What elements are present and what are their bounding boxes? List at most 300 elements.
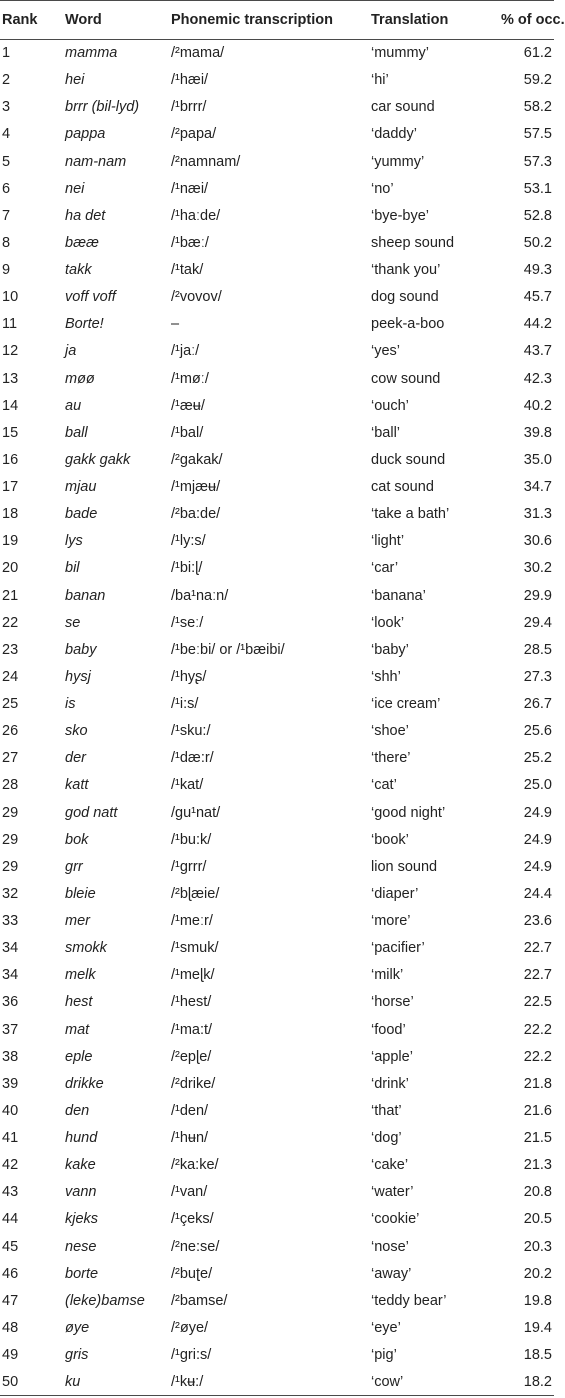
translation-cell: sheep sound xyxy=(371,234,455,251)
translation-cell: ‘shh’ xyxy=(371,668,401,685)
phonemic-cell: /¹kʉ:/ xyxy=(171,1373,204,1390)
rank-cell: 49 xyxy=(2,1347,19,1364)
word-cell: mamma xyxy=(65,45,118,62)
percent-cell: 20.8 xyxy=(523,1184,552,1201)
rank-cell: 48 xyxy=(2,1319,19,1336)
percent-cell: 21.5 xyxy=(523,1130,552,1147)
rank-cell: 34 xyxy=(2,940,19,957)
percent-cell: 44.2 xyxy=(523,316,552,333)
percent-cell: 61.2 xyxy=(523,45,552,62)
translation-cell: ‘no’ xyxy=(371,180,394,197)
word-cell: ha det xyxy=(65,207,106,224)
rank-cell: 14 xyxy=(2,397,19,414)
percent-cell: 43.7 xyxy=(523,343,552,360)
percent-cell: 39.8 xyxy=(523,424,552,441)
word-cell: Borte! xyxy=(65,316,104,333)
phonemic-cell: /¹çeks/ xyxy=(171,1211,214,1228)
phonemic-cell: /¹næi/ xyxy=(171,180,209,197)
word-cell: hysj xyxy=(65,668,91,685)
translation-cell: ‘hi’ xyxy=(371,72,389,89)
translation-cell: ‘apple’ xyxy=(371,1048,413,1065)
rank-cell: 25 xyxy=(2,696,19,713)
word-cell: kjeks xyxy=(65,1211,99,1228)
percent-cell: 26.7 xyxy=(523,696,552,713)
phonemic-cell: /²ka:ke/ xyxy=(171,1157,219,1174)
rank-cell: 41 xyxy=(2,1130,19,1147)
word-cell: kake xyxy=(65,1157,96,1174)
phonemic-cell: /¹van/ xyxy=(171,1184,208,1201)
phonemic-cell: /¹møː/ xyxy=(171,370,209,387)
phonemic-cell: /¹seː/ xyxy=(171,614,204,631)
percent-cell: 22.2 xyxy=(523,1021,552,1038)
phonemic-cell: /²mama/ xyxy=(171,45,225,62)
rank-cell: 32 xyxy=(2,885,19,902)
percent-cell: 30.6 xyxy=(523,533,552,550)
rank-cell: 20 xyxy=(2,560,19,577)
phonemic-cell: /¹den/ xyxy=(171,1102,209,1119)
table-row xyxy=(0,94,554,121)
rank-cell: 15 xyxy=(2,424,19,441)
table-row xyxy=(0,799,554,826)
percent-cell: 22.7 xyxy=(523,967,552,984)
rank-cell: 46 xyxy=(2,1265,19,1282)
percent-cell: 20.3 xyxy=(523,1238,552,1255)
table-row xyxy=(0,257,554,284)
word-cell: bade xyxy=(65,506,98,523)
translation-cell: cat sound xyxy=(371,479,434,496)
header-phonemic-transcription: Phonemic transcription xyxy=(171,12,333,28)
phonemic-cell: /¹kat/ xyxy=(171,777,204,794)
phonemic-cell: /²bamse/ xyxy=(171,1292,228,1309)
table-row xyxy=(0,718,554,745)
percent-cell: 27.3 xyxy=(523,668,552,685)
header-rank: Rank xyxy=(2,12,38,28)
phonemic-cell: /¹grrr/ xyxy=(171,858,207,875)
phonemic-cell: /¹meːr/ xyxy=(171,913,213,930)
table-row xyxy=(0,202,554,229)
word-cell: bil xyxy=(65,560,80,577)
phonemic-cell: /¹bi:ɭ/ xyxy=(171,560,203,577)
phonemic-cell: /¹meɭk/ xyxy=(171,967,215,984)
word-cell: brrr (bil-lyd) xyxy=(65,99,140,116)
table-row xyxy=(0,555,554,582)
rank-cell: 29 xyxy=(2,831,19,848)
phonemic-cell: /²ne:se/ xyxy=(171,1238,220,1255)
percent-cell: 29.9 xyxy=(523,587,552,604)
percent-cell: 21.8 xyxy=(523,1075,552,1092)
table-row xyxy=(0,826,554,853)
percent-cell: 30.2 xyxy=(523,560,552,577)
translation-cell: ‘there’ xyxy=(371,750,411,767)
translation-cell: ‘dog’ xyxy=(371,1130,402,1147)
word-cell: voff voff xyxy=(65,289,116,306)
phonemic-cell: /¹æʉ/ xyxy=(171,397,205,414)
rank-cell: 34 xyxy=(2,967,19,984)
percent-cell: 21.3 xyxy=(523,1157,552,1174)
translation-cell: ‘yummy’ xyxy=(371,153,425,170)
translation-cell: dog sound xyxy=(371,289,439,306)
word-cell: vann xyxy=(65,1184,97,1201)
rank-cell: 37 xyxy=(2,1021,19,1038)
table-row xyxy=(0,772,554,799)
phonemic-cell: /²gakak/ xyxy=(171,451,223,468)
word-cell: banan xyxy=(65,587,106,604)
phonemic-cell: /¹bu:k/ xyxy=(171,831,212,848)
table-row xyxy=(0,311,554,338)
table-row xyxy=(0,745,554,772)
rank-cell: 7 xyxy=(2,207,11,224)
percent-cell: 21.6 xyxy=(523,1102,552,1119)
phonemic-cell: /¹gri:s/ xyxy=(171,1347,212,1364)
phonemic-cell: /¹ma:t/ xyxy=(171,1021,213,1038)
translation-cell: ‘milk’ xyxy=(371,967,404,984)
table-row xyxy=(0,1314,554,1341)
phonemic-cell: /¹beːbi/ or /¹bæibi/ xyxy=(171,641,285,658)
phonemic-cell: /¹dæ:r/ xyxy=(171,750,214,767)
phonemic-cell: /¹jaː/ xyxy=(171,343,200,360)
phonemic-cell: /¹hyʂ/ xyxy=(171,668,207,685)
percent-cell: 35.0 xyxy=(523,451,552,468)
rank-cell: 17 xyxy=(2,479,19,496)
table-row xyxy=(0,1016,554,1043)
table-row xyxy=(0,392,554,419)
phonemic-cell: /gu¹nat/ xyxy=(171,804,221,821)
rank-cell: 8 xyxy=(2,234,11,251)
phonemic-cell: /¹hʉn/ xyxy=(171,1130,209,1147)
phonemic-cell: /²buʈe/ xyxy=(171,1265,213,1282)
word-cell: (leke)bamse xyxy=(65,1292,145,1309)
translation-cell: lion sound xyxy=(371,858,438,875)
rank-cell: 9 xyxy=(2,262,11,279)
word-cell: møø xyxy=(65,370,95,387)
phonemic-cell: /¹hæi/ xyxy=(171,72,209,89)
header-translation: Translation xyxy=(371,12,449,28)
percent-cell: 25.6 xyxy=(523,723,552,740)
translation-cell: ‘banana’ xyxy=(371,587,426,604)
table-row xyxy=(0,419,554,446)
table-row xyxy=(0,121,554,148)
phonemic-cell: /²namnam/ xyxy=(171,153,241,170)
rank-cell: 38 xyxy=(2,1048,19,1065)
percent-cell: 45.7 xyxy=(523,289,552,306)
word-cell: mer xyxy=(65,913,90,930)
table-row xyxy=(0,691,554,718)
percent-cell: 18.2 xyxy=(523,1373,552,1390)
phonemic-cell: /¹haːde/ xyxy=(171,207,221,224)
rank-cell: 1 xyxy=(2,45,11,62)
table-row xyxy=(0,284,554,311)
percent-cell: 24.9 xyxy=(523,804,552,821)
percent-cell: 24.9 xyxy=(523,831,552,848)
translation-cell: ‘food’ xyxy=(371,1021,406,1038)
percent-cell: 29.4 xyxy=(523,614,552,631)
rank-cell: 44 xyxy=(2,1211,19,1228)
phonemic-cell: /¹mjæʉ/ xyxy=(171,479,221,496)
phonemic-cell: /¹bæː/ xyxy=(171,234,209,251)
translation-cell: ‘away’ xyxy=(371,1265,412,1282)
rank-cell: 10 xyxy=(2,289,19,306)
translation-cell: ‘take a bath’ xyxy=(371,506,450,523)
rank-cell: 39 xyxy=(2,1075,19,1092)
word-cell: bææ xyxy=(65,234,99,251)
rank-cell: 24 xyxy=(2,668,19,685)
table-row xyxy=(0,908,554,935)
rank-cell: 29 xyxy=(2,804,19,821)
translation-cell: ‘shoe’ xyxy=(371,723,409,740)
percent-cell: 18.5 xyxy=(523,1347,552,1364)
phonemic-cell: /²vovov/ xyxy=(171,289,222,306)
translation-cell: ‘mummy’ xyxy=(371,45,429,62)
phonemic-cell: /¹tak/ xyxy=(171,262,204,279)
rank-cell: 3 xyxy=(2,99,11,116)
word-cell: melk xyxy=(65,967,96,984)
table-header xyxy=(0,1,565,40)
percent-cell: 25.0 xyxy=(523,777,552,794)
translation-cell: ‘that’ xyxy=(371,1102,402,1119)
table-row xyxy=(0,1287,554,1314)
word-cell: den xyxy=(65,1102,90,1119)
rank-cell: 42 xyxy=(2,1157,19,1174)
rank-cell: 27 xyxy=(2,750,19,767)
word-cell: ku xyxy=(65,1373,81,1390)
rank-cell: 18 xyxy=(2,506,19,523)
table-row xyxy=(0,609,554,636)
translation-cell: ‘pig’ xyxy=(371,1347,397,1364)
translation-cell: ‘daddy’ xyxy=(371,126,417,143)
header-percent-occurrence: % of occ. xyxy=(501,12,565,28)
percent-cell: 31.3 xyxy=(523,506,552,523)
phonemic-cell: /¹bal/ xyxy=(171,424,204,441)
word-cell: pappa xyxy=(65,126,106,143)
rank-cell: 40 xyxy=(2,1102,19,1119)
translation-cell: ‘nose’ xyxy=(371,1238,409,1255)
table-row xyxy=(0,1070,554,1097)
table-row xyxy=(0,446,554,473)
header-row xyxy=(0,1,554,40)
percent-cell: 24.9 xyxy=(523,858,552,875)
rank-cell: 33 xyxy=(2,913,19,930)
word-cell: au xyxy=(65,397,82,414)
phonemic-cell: /¹sku:/ xyxy=(171,723,211,740)
percent-cell: 52.8 xyxy=(523,207,552,224)
percent-cell: 24.4 xyxy=(523,885,552,902)
table-row xyxy=(0,1260,554,1287)
phonemic-cell: /²epɭe/ xyxy=(171,1048,212,1065)
translation-cell: ‘teddy bear’ xyxy=(371,1292,447,1309)
rank-cell: 4 xyxy=(2,126,11,143)
table-row xyxy=(0,67,554,94)
word-cell: gakk gakk xyxy=(65,451,131,468)
table-row xyxy=(0,40,554,67)
rank-cell: 11 xyxy=(2,316,18,333)
translation-cell: ‘bye-bye’ xyxy=(371,207,430,224)
rank-cell: 23 xyxy=(2,641,19,658)
rank-cell: 2 xyxy=(2,72,11,89)
phonemic-cell: /²bɭæie/ xyxy=(171,885,220,902)
percent-cell: 49.3 xyxy=(523,262,552,279)
rank-cell: 16 xyxy=(2,451,19,468)
word-cell: baby xyxy=(65,641,97,658)
table-row xyxy=(0,636,554,663)
rank-cell: 29 xyxy=(2,858,19,875)
table-row xyxy=(0,1206,554,1233)
table-row xyxy=(0,474,554,501)
table-row xyxy=(0,1097,554,1124)
table-row xyxy=(0,501,554,528)
word-cell: der xyxy=(65,750,86,767)
translation-cell: cow sound xyxy=(371,370,441,387)
phonemic-cell: /²øye/ xyxy=(171,1319,209,1336)
percent-cell: 59.2 xyxy=(523,72,552,89)
translation-cell: ‘baby’ xyxy=(371,641,409,658)
word-cell: sko xyxy=(65,723,88,740)
translation-cell: ‘ice cream’ xyxy=(371,696,441,713)
phonemic-cell: /ba¹naːn/ xyxy=(171,587,229,604)
table-row xyxy=(0,528,554,555)
word-cell: bok xyxy=(65,831,89,848)
percent-cell: 28.5 xyxy=(523,641,552,658)
translation-cell: ‘horse’ xyxy=(371,994,414,1011)
rank-cell: 22 xyxy=(2,614,19,631)
rank-cell: 5 xyxy=(2,153,11,170)
phonemic-cell: – xyxy=(171,316,180,333)
table-row xyxy=(0,1233,554,1260)
word-cell: grr xyxy=(65,858,83,875)
translation-cell: car sound xyxy=(371,99,435,116)
word-cell: god natt xyxy=(65,804,118,821)
percent-cell: 19.8 xyxy=(523,1292,552,1309)
rank-cell: 6 xyxy=(2,180,11,197)
table-row xyxy=(0,229,554,256)
rank-cell: 12 xyxy=(2,343,19,360)
percent-cell: 57.3 xyxy=(523,153,552,170)
translation-cell: ‘more’ xyxy=(371,913,411,930)
percent-cell: 22.5 xyxy=(523,994,552,1011)
translation-cell: ‘eye’ xyxy=(371,1319,401,1336)
word-cell: nei xyxy=(65,180,85,197)
translation-cell: ‘drink’ xyxy=(371,1075,409,1092)
table-row xyxy=(0,880,554,907)
translation-cell: ‘look’ xyxy=(371,614,405,631)
table-row xyxy=(0,1043,554,1070)
percent-cell: 34.7 xyxy=(523,479,552,496)
translation-cell: ‘pacifier’ xyxy=(371,940,425,957)
rank-cell: 36 xyxy=(2,994,19,1011)
rank-cell: 43 xyxy=(2,1184,19,1201)
phonemic-cell: /¹hest/ xyxy=(171,994,212,1011)
percent-cell: 53.1 xyxy=(523,180,552,197)
table-row xyxy=(0,1369,554,1396)
word-cell: eple xyxy=(65,1048,93,1065)
translation-cell: ‘car’ xyxy=(371,560,399,577)
word-cell: mat xyxy=(65,1021,90,1038)
word-cell: drikke xyxy=(65,1075,104,1092)
rank-cell: 45 xyxy=(2,1238,19,1255)
table-row xyxy=(0,853,554,880)
phonemic-cell: /²ba:de/ xyxy=(171,506,221,523)
percent-cell: 42.3 xyxy=(523,370,552,387)
word-cell: ball xyxy=(65,424,88,441)
table-row xyxy=(0,1342,554,1369)
percent-cell: 40.2 xyxy=(523,397,552,414)
percent-cell: 57.5 xyxy=(523,126,552,143)
translation-cell: ‘book’ xyxy=(371,831,409,848)
rank-cell: 47 xyxy=(2,1292,19,1309)
rank-cell: 50 xyxy=(2,1373,19,1390)
phonemic-cell: /²papa/ xyxy=(171,126,217,143)
word-cell: ja xyxy=(65,343,77,360)
table-row xyxy=(0,1152,554,1179)
word-cell: øye xyxy=(65,1319,90,1336)
translation-cell: ‘light’ xyxy=(371,533,405,550)
rank-cell: 26 xyxy=(2,723,19,740)
table-row xyxy=(0,582,554,609)
translation-cell: ‘diaper’ xyxy=(371,885,419,902)
table-row xyxy=(0,338,554,365)
word-cell: mjau xyxy=(65,479,97,496)
word-cell: gris xyxy=(65,1347,89,1364)
table-body xyxy=(0,40,554,1396)
translation-cell: ‘good night’ xyxy=(371,804,446,821)
word-cell: nese xyxy=(65,1238,97,1255)
translation-cell: ‘ouch’ xyxy=(371,397,409,414)
word-cell: smokk xyxy=(65,940,107,957)
table-row xyxy=(0,1125,554,1152)
percent-cell: 20.5 xyxy=(523,1211,552,1228)
word-cell: is xyxy=(65,696,76,713)
rank-cell: 28 xyxy=(2,777,19,794)
table-row xyxy=(0,989,554,1016)
rank-cell: 13 xyxy=(2,370,19,387)
phonemic-cell: /¹smuk/ xyxy=(171,940,219,957)
word-cell: lys xyxy=(65,533,83,550)
phonemic-cell: /¹ly:s/ xyxy=(171,533,206,550)
word-cell: hest xyxy=(65,994,93,1011)
phonemic-cell: /¹brrr/ xyxy=(171,99,207,116)
translation-cell: ‘cookie’ xyxy=(371,1211,420,1228)
percent-cell: 20.2 xyxy=(523,1265,552,1282)
word-cell: borte xyxy=(65,1265,99,1282)
table-row xyxy=(0,1179,554,1206)
word-cell: takk xyxy=(65,262,92,279)
percent-cell: 25.2 xyxy=(523,750,552,767)
table-row xyxy=(0,365,554,392)
percent-cell: 58.2 xyxy=(523,99,552,116)
phonemic-cell: /²drike/ xyxy=(171,1075,216,1092)
translation-cell: ‘yes’ xyxy=(371,343,401,360)
rank-cell: 19 xyxy=(2,533,19,550)
word-cell: hund xyxy=(65,1130,98,1147)
word-cell: nam-nam xyxy=(65,153,127,170)
word-cell: bleie xyxy=(65,885,96,902)
table-row xyxy=(0,935,554,962)
translation-cell: peek-a-boo xyxy=(371,316,445,333)
percent-cell: 22.7 xyxy=(523,940,552,957)
rank-cell: 21 xyxy=(2,587,19,604)
phonemic-cell: /¹i:s/ xyxy=(171,696,199,713)
percent-cell: 23.6 xyxy=(523,913,552,930)
translation-cell: ‘cat’ xyxy=(371,777,397,794)
translation-cell: ‘water’ xyxy=(371,1184,414,1201)
word-cell: hei xyxy=(65,72,85,89)
percent-cell: 50.2 xyxy=(523,234,552,251)
table-row xyxy=(0,962,554,989)
word-cell: se xyxy=(65,614,81,631)
table-row xyxy=(0,663,554,690)
word-cell: katt xyxy=(65,777,89,794)
table-row xyxy=(0,175,554,202)
percent-cell: 22.2 xyxy=(523,1048,552,1065)
